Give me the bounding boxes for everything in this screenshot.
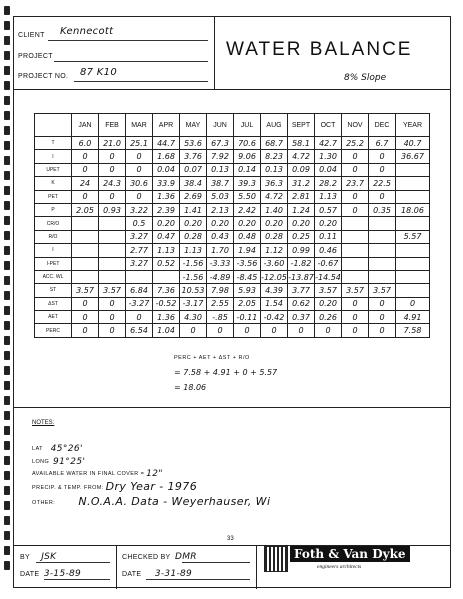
row-label: I [35,150,72,163]
table-cell: 0.37 [288,311,315,324]
client-value: Kennecott [60,26,114,37]
table-cell: 3.57 [72,284,99,297]
table-cell: 1.94 [234,244,261,257]
table-cell: 1.24 [288,203,315,216]
table-cell: 0 [234,324,261,337]
table-cell: 44.7 [153,137,180,150]
table-cell [369,244,396,257]
table-cell: 8.23 [261,150,288,163]
table-cell: 7.98 [207,284,234,297]
table-cell [369,217,396,230]
table-cell [72,257,99,270]
table-cell: 3.57 [315,284,342,297]
table-cell [342,270,369,283]
column-header: OCT [315,114,342,137]
table-row [35,163,430,176]
table-cell: 1.04 [153,324,180,337]
table-cell: 0.46 [315,244,342,257]
table-cell: 0.20 [261,217,288,230]
table-cell: 6.7 [369,137,396,150]
table-cell: 1.13 [315,190,342,203]
latitude-note: LAT 45°26' [32,444,83,454]
table-cell: -1.56 [180,270,207,283]
checked-date: DATE 3-31-89 [122,569,193,579]
table-cell: -0.42 [261,311,288,324]
column-header: MAR [126,114,153,137]
table-cell: 3.27 [126,257,153,270]
table-row [35,284,430,297]
project-no-field: PROJECT NO. 87 K10 [18,67,117,80]
table-row [35,177,430,190]
column-header: DEC [369,114,396,137]
table-cell: 1.40 [261,203,288,216]
table-cell: 7.58 [396,324,430,337]
table-cell: 0 [72,150,99,163]
table-row [35,150,430,163]
table-cell [72,270,99,283]
table-cell: 23.7 [342,177,369,190]
table-cell: 22.5 [369,177,396,190]
table-cell: 1.13 [180,244,207,257]
table-cell: 0 [126,311,153,324]
table-cell: 1.36 [153,190,180,203]
table-row [35,324,430,337]
water-balance-table [34,113,430,338]
table-row [35,137,430,150]
row-label: ΔST [35,297,72,310]
table-cell [396,244,430,257]
table-cell: 0.11 [315,230,342,243]
table-cell: 1.70 [207,244,234,257]
table-cell: 0 [99,150,126,163]
table-cell: 7.36 [153,284,180,297]
table-cell: 4.39 [261,284,288,297]
table-cell: 5.57 [396,230,430,243]
table-cell: 1.54 [261,297,288,310]
table-cell: 0.5 [126,217,153,230]
table-cell [342,217,369,230]
table-cell: 0.93 [99,203,126,216]
table-cell: 3.77 [288,284,315,297]
header-corner [35,114,72,137]
row-label: I [35,244,72,257]
column-header: NOV [342,114,369,137]
table-row [35,190,430,203]
table-cell: 68.7 [261,137,288,150]
table-row [35,244,430,257]
table-cell: 0 [342,190,369,203]
table-cell: 38.7 [207,177,234,190]
table-cell: 36.3 [261,177,288,190]
table-cell: 0.20 [207,217,234,230]
table-cell: 0 [261,324,288,337]
table-cell: 0.07 [180,163,207,176]
table-cell: -12.05 [261,270,288,283]
table-cell: 0.04 [153,163,180,176]
table-cell: 0.20 [315,217,342,230]
table-cell: 0 [288,324,315,337]
table-cell: 0 [72,297,99,310]
row-label: P [35,203,72,216]
table-cell [396,190,430,203]
table-cell [72,217,99,230]
table-cell: 33.9 [153,177,180,190]
row-label: PERC [35,324,72,337]
table-cell: 0.62 [288,297,315,310]
row-label: AET [35,311,72,324]
table-cell: 0 [72,311,99,324]
row-label: I-PET [35,257,72,270]
header-fields [14,17,215,89]
table-cell: 0 [369,311,396,324]
table-cell: -0.52 [153,297,180,310]
table-cell: 2.39 [153,203,180,216]
table-cell [99,217,126,230]
table-cell: 1.30 [315,150,342,163]
table-cell: -1.56 [180,257,207,270]
notes-title: NOTES: [32,420,55,426]
table-cell: 5.93 [234,284,261,297]
table-cell: 0.04 [315,163,342,176]
table-cell: 0 [369,190,396,203]
table-cell [99,244,126,257]
table-cell [99,270,126,283]
table-cell: 4.72 [288,150,315,163]
table-cell: 36.67 [396,150,430,163]
table-cell: 67.3 [207,137,234,150]
column-header: JUL [234,114,261,137]
calc-result: = 18.06 [174,383,207,392]
table-cell: 0 [396,297,430,310]
table-cell: 0.20 [288,217,315,230]
calc-formula: PERC + AET + ΔST + R/O [174,355,250,361]
table-cell: 0.20 [315,297,342,310]
table-cell: 39.3 [234,177,261,190]
table-cell: 2.55 [207,297,234,310]
header-divider [14,89,450,90]
column-header: JAN [72,114,99,137]
row-label: R/O [35,230,72,243]
table-cell [396,270,430,283]
table-cell: 40.7 [396,137,430,150]
table-cell: 0.26 [315,311,342,324]
table-cell: 24.3 [99,177,126,190]
table-cell: 0 [99,190,126,203]
table-cell: 0 [369,163,396,176]
table-cell: 0 [342,297,369,310]
table-cell: 0 [369,297,396,310]
table-cell: 0 [342,311,369,324]
column-header: AUG [261,114,288,137]
table-cell: 0 [99,163,126,176]
table-cell [99,230,126,243]
table-cell: -.85 [207,311,234,324]
table-cell: -0.11 [234,311,261,324]
table-cell: 70.6 [234,137,261,150]
table-cell: 2.77 [126,244,153,257]
notes-divider [14,407,450,408]
table-cell: 0 [72,324,99,337]
other-note: OTHER: N.O.A.A. Data - Weyerhauser, Wi [32,495,271,508]
table-cell: 0.14 [234,163,261,176]
row-label: ST [35,284,72,297]
table-header-row [35,114,430,137]
page-title: WATER BALANCE [226,39,413,60]
table-cell: 25.2 [342,137,369,150]
table-row [35,217,430,230]
table-cell: 0.99 [288,244,315,257]
table-cell: 0 [342,163,369,176]
calc-substituted: = 7.58 + 4.91 + 0 + 5.57 [174,368,278,377]
table-cell: 53.6 [180,137,207,150]
table-cell: 0.35 [369,203,396,216]
table-cell: -3.17 [180,297,207,310]
slope-note: 8% Slope [344,73,387,83]
table-cell: 1.12 [261,244,288,257]
table-cell: 0 [126,150,153,163]
longitude-note: LONG 91°25' [32,457,86,467]
table-cell: 3.22 [126,203,153,216]
table-cell: 0 [126,163,153,176]
table-cell: 2.81 [288,190,315,203]
spiral-binding [4,6,11,591]
worksheet [13,16,451,588]
table-cell: 58.1 [288,137,315,150]
table-cell: 2.69 [180,190,207,203]
table-cell [396,177,430,190]
table-cell: 18.06 [396,203,430,216]
table-cell: -8.45 [234,270,261,283]
row-label: UPET [35,163,72,176]
table-cell [72,244,99,257]
page-number: 33 [227,536,234,542]
table-cell: 0.20 [234,217,261,230]
table-cell: 0 [180,324,207,337]
table-cell: 25.1 [126,137,153,150]
table-cell: 0 [369,150,396,163]
table-cell: 1.13 [153,244,180,257]
table-cell: 0 [99,324,126,337]
table-cell: 0.28 [261,230,288,243]
table-row [35,270,430,283]
table-cell: 1.41 [180,203,207,216]
table-cell: 7.92 [207,150,234,163]
table-cell: 2.05 [72,203,99,216]
table-cell: 0 [72,190,99,203]
table-cell [342,244,369,257]
table-cell: 0.43 [207,230,234,243]
table-cell [369,230,396,243]
table-cell: 2.42 [234,203,261,216]
table-cell [396,217,430,230]
table-cell: 0 [99,297,126,310]
table-cell: 0.20 [180,217,207,230]
table-cell [369,257,396,270]
table-cell: 0 [342,150,369,163]
table-cell [396,284,430,297]
table-cell [126,270,153,283]
table-cell: 0.09 [288,163,315,176]
table-cell: 6.54 [126,324,153,337]
table-cell [396,257,430,270]
row-label: CR/O [35,217,72,230]
table-row [35,297,430,310]
table-cell [153,270,180,283]
row-label: T [35,137,72,150]
table-cell: -3.56 [234,257,261,270]
table-cell: 5.03 [207,190,234,203]
project-no-value: 87 K10 [80,67,117,78]
column-header: APR [153,114,180,137]
table-cell: 3.27 [126,230,153,243]
table-row [35,311,430,324]
table-cell: 0 [369,324,396,337]
table-cell: 1.36 [153,311,180,324]
table-cell: 31.2 [288,177,315,190]
table-row [35,203,430,216]
table-cell [369,270,396,283]
checked-by: CHECKED BY DMR [122,552,197,562]
table-cell: 1.68 [153,150,180,163]
table-cell: -0.67 [315,257,342,270]
table-cell: 0.25 [288,230,315,243]
project-field: PROJECT [18,53,53,60]
table-cell [72,230,99,243]
column-header: JUN [207,114,234,137]
table-cell: 0 [207,324,234,337]
table-cell: 4.91 [396,311,430,324]
table-row [35,230,430,243]
logo-mark-icon [264,546,288,572]
table-cell: 0.20 [153,217,180,230]
table-cell: 0.52 [153,257,180,270]
table-cell: 42.7 [315,137,342,150]
table-cell: 6.84 [126,284,153,297]
table-cell: 3.76 [180,150,207,163]
table-cell: 2.13 [207,203,234,216]
column-header: MAY [180,114,207,137]
table-cell: 10.53 [180,284,207,297]
table-cell: 0 [342,324,369,337]
row-label: ACC. WL [35,270,72,283]
table-cell: 0 [99,311,126,324]
prepared-by: BY JSK [20,552,57,562]
table-cell: 4.72 [261,190,288,203]
table-cell: 21.0 [99,137,126,150]
table-cell: 3.57 [369,284,396,297]
table-cell: 0.13 [261,163,288,176]
table-cell: 0 [342,203,369,216]
table-cell: 30.6 [126,177,153,190]
table-cell: 0.13 [207,163,234,176]
table-cell: 5.50 [234,190,261,203]
table-cell [342,230,369,243]
table-cell: 0 [126,190,153,203]
table-cell [99,257,126,270]
table-row [35,257,430,270]
prepared-date: DATE 3-15-89 [20,569,82,579]
table-cell: -13.87 [288,270,315,283]
column-header: FEB [99,114,126,137]
table-cell: 9.06 [234,150,261,163]
table-cell: -14.54 [315,270,342,283]
table-cell: -3.60 [261,257,288,270]
table-cell: 3.57 [99,284,126,297]
table-cell: -4.89 [207,270,234,283]
table-cell [396,163,430,176]
table-cell: 0 [315,324,342,337]
table-cell: 0.48 [234,230,261,243]
table-cell: 0.47 [153,230,180,243]
row-label: K [35,177,72,190]
table-cell [342,257,369,270]
table-cell: -3.27 [126,297,153,310]
table-cell: -3.33 [207,257,234,270]
table-cell: 28.2 [315,177,342,190]
table-cell: 0.57 [315,203,342,216]
table-cell: 0.28 [180,230,207,243]
company-logo: Foth & Van Dyke engineers architects [262,546,412,580]
table-cell: 24 [72,177,99,190]
table-cell: 3.57 [342,284,369,297]
table-cell: -1.82 [288,257,315,270]
available-water-note: AVAILABLE WATER IN FINAL COVER = 12" [32,469,163,479]
column-header: SEPT [288,114,315,137]
client-field: CLIENT Kennecott [18,26,114,39]
table-cell: 2.05 [234,297,261,310]
column-header: YEAR [396,114,430,137]
table-cell: 6.0 [72,137,99,150]
table-cell: 4.30 [180,311,207,324]
table-cell: 38.4 [180,177,207,190]
table-cell: 0 [72,163,99,176]
precip-temp-note: PRECIP. & TEMP. FROM: Dry Year - 1976 [32,480,198,493]
row-label: PET [35,190,72,203]
